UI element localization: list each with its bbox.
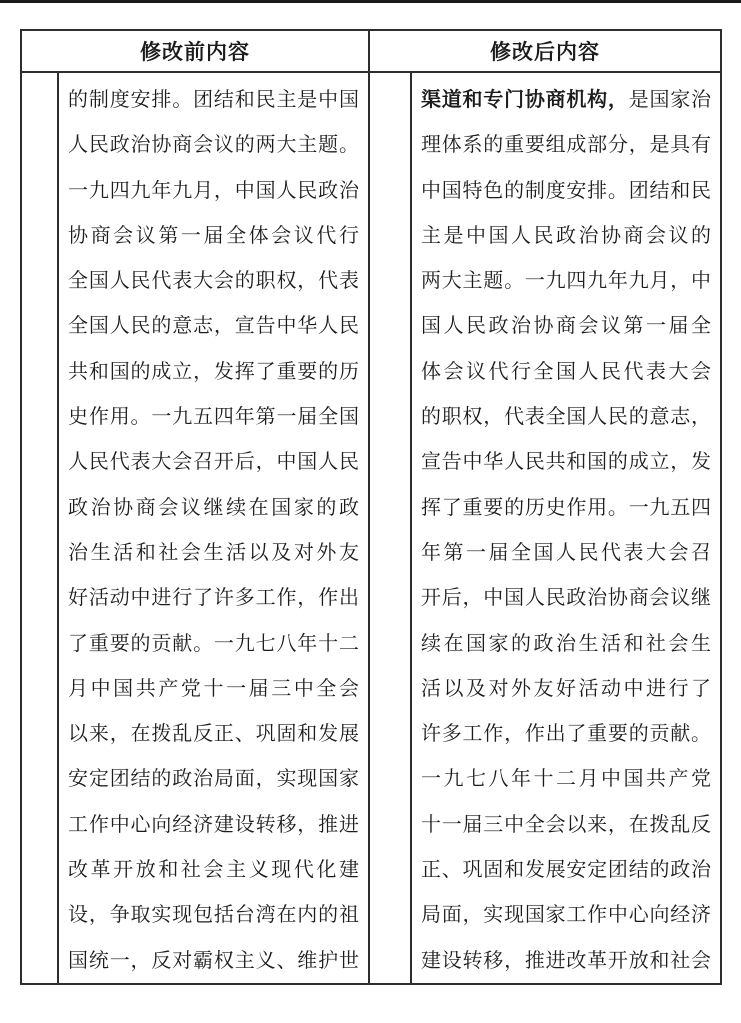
comparison-table (20, 29, 722, 985)
body-text: 协商会议第一届全体会议代行 (68, 224, 359, 247)
body-text: 十一届三中全会以来，在拨乱反 (421, 813, 711, 836)
header-before-content: 修改前内容 (22, 31, 370, 71)
body-text: 开后，中国人民政治协商会议继 (421, 587, 711, 610)
text-line (68, 440, 359, 485)
body-text: 设，争取实现包括台湾在内的祖 (68, 904, 359, 927)
text-line (421, 848, 711, 893)
body-text: 主是中国人民政治协商会议的 (421, 224, 711, 247)
inserted-bold-text: 渠道和专门协商机构， (421, 89, 629, 111)
text-line (421, 350, 711, 395)
body-text: 的制度安排。团结和民主是中国 (68, 89, 359, 111)
text-line (421, 622, 711, 667)
text-line (421, 531, 711, 576)
before-margin-cell (22, 73, 59, 983)
text-line (421, 395, 711, 440)
body-text: 许多工作，作出了重要的贡献。 (421, 723, 711, 746)
body-text: 月中国共产党十一届三中全会 (68, 677, 359, 700)
body-text: 政治协商会议继续在国家的政 (68, 496, 359, 519)
text-line (68, 712, 359, 757)
table-header-row (22, 31, 720, 73)
text-line (421, 893, 711, 938)
text-line (68, 576, 359, 621)
body-text: 人民代表大会召开后，中国人民 (68, 451, 359, 474)
text-line (421, 757, 711, 802)
body-text: 理体系的重要组成部分，是具有 (421, 134, 711, 157)
text-line (421, 576, 711, 621)
text-line (68, 939, 359, 983)
body-text: 中国特色的制度安排。团结和民 (421, 179, 711, 202)
body-text: 史作用。一九五四年第一届全国 (68, 406, 359, 429)
body-text: 活以及对外友好活动中进行了 (421, 677, 711, 700)
after-margin-cell (370, 73, 412, 983)
body-text: 体会议代行全国人民代表大会 (421, 360, 711, 383)
text-line (421, 667, 711, 712)
text-line (68, 214, 359, 259)
body-text: 续在国家的政治生活和社会生 (421, 632, 711, 655)
after-text-cell (412, 73, 720, 983)
body-text: 工作中心向经济建设转移，推进 (68, 813, 359, 836)
header-after-content: 修改后内容 (490, 41, 600, 64)
body-text: 正、巩固和发展安定团结的政治 (421, 859, 711, 882)
text-line (68, 803, 359, 848)
text-line (421, 304, 711, 349)
text-line (68, 123, 359, 168)
body-text: 治生活和社会生活以及对外友 (68, 541, 359, 564)
body-text: 的职权，代表全国人民的意志， (421, 406, 711, 429)
text-line (68, 667, 359, 712)
body-text: 一九四九年九月，中国人民政治 (68, 179, 359, 202)
body-text: 国统一，反对霸权主义、维护世 (68, 949, 359, 972)
text-line (68, 531, 359, 576)
text-line (68, 622, 359, 667)
body-text: 年第一届全国人民代表大会召 (421, 541, 711, 564)
text-line (421, 169, 711, 214)
body-text: 改革开放和社会主义现代化建 (68, 859, 359, 882)
text-line (421, 123, 711, 168)
body-text: 宣告中华人民共和国的成立，发 (421, 451, 711, 474)
text-line (421, 78, 711, 123)
body-text: 挥了重要的历史作用。一九五四 (421, 496, 711, 519)
body-text: 以来，在拨乱反正、巩固和发展 (68, 723, 359, 746)
text-line (68, 78, 359, 123)
body-text: 人民政治协商会议的两大主题。 (68, 134, 359, 157)
text-line (421, 803, 711, 848)
text-line (68, 304, 359, 349)
text-line (421, 712, 711, 757)
text-line (68, 395, 359, 440)
body-text: 安定团结的政治局面，实现国家 (68, 768, 359, 791)
body-text: 全国人民的意志，宣告中华人民 (68, 315, 359, 338)
text-line (68, 848, 359, 893)
body-text: 建设转移，推进改革开放和社会 (421, 949, 711, 972)
body-text: 了重要的贡献。一九七八年十二 (68, 632, 359, 655)
before-text-cell (59, 73, 370, 983)
text-line (68, 259, 359, 304)
text-line (421, 214, 711, 259)
text-line (421, 259, 711, 304)
table-body-row (22, 73, 720, 983)
body-text: 共和国的成立，发挥了重要的历 (68, 360, 359, 383)
text-line (68, 350, 359, 395)
body-text: 一九七八年十二月中国共产党 (421, 768, 711, 791)
text-line (68, 169, 359, 214)
body-text: 是国家治 (628, 89, 712, 111)
text-line (421, 440, 711, 485)
text-line (421, 486, 711, 531)
body-text: 全国人民代表大会的职权，代表 (68, 270, 359, 293)
page-top-rule (0, 0, 741, 3)
body-text: 局面，实现国家工作中心向经济 (421, 904, 711, 927)
body-text: 好活动中进行了许多工作，作出 (68, 587, 359, 610)
text-line (421, 939, 711, 983)
text-line (68, 486, 359, 531)
text-line (68, 757, 359, 802)
text-line (68, 893, 359, 938)
body-text: 两大主题。一九四九年九月，中 (421, 270, 711, 293)
body-text: 国人民政治协商会议第一届全 (421, 315, 711, 338)
